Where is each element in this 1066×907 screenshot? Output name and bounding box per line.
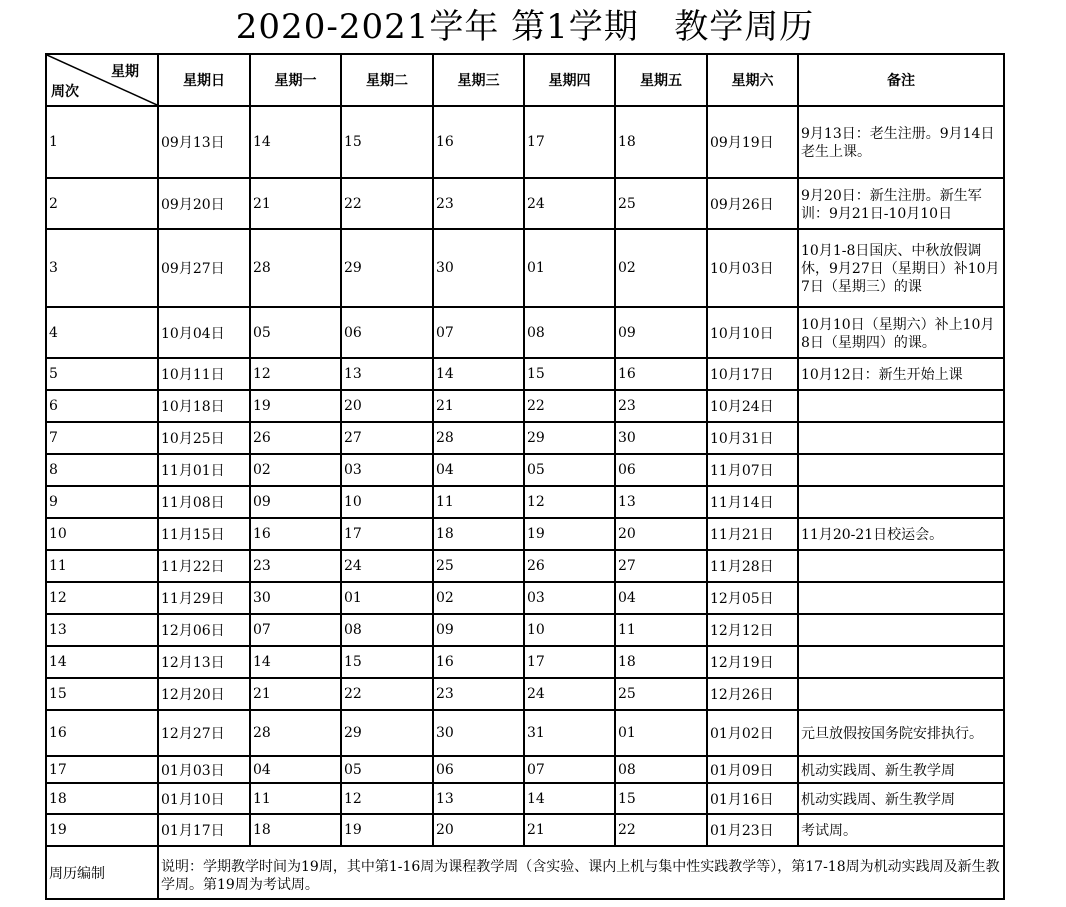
note-cell bbox=[798, 646, 1004, 678]
table-row bbox=[46, 756, 1004, 783]
date-cell: 07 bbox=[250, 614, 341, 646]
date-cell: 10月25日 bbox=[158, 422, 250, 454]
table-row bbox=[46, 614, 1004, 646]
date-cell: 29 bbox=[524, 422, 615, 454]
note-cell bbox=[798, 454, 1004, 486]
header-sunday: 星期日 bbox=[158, 54, 250, 106]
date-cell: 30 bbox=[615, 422, 707, 454]
date-cell: 30 bbox=[433, 229, 524, 307]
date-cell: 16 bbox=[433, 646, 524, 678]
date-cell: 01月02日 bbox=[707, 710, 798, 756]
date-cell: 12 bbox=[524, 486, 615, 518]
date-cell: 11月21日 bbox=[707, 518, 798, 550]
table-row bbox=[46, 518, 1004, 550]
week-number-cell: 7 bbox=[46, 422, 158, 454]
note-cell: 9月20日：新生注册。新生军训：9月21日-10月10日 bbox=[798, 178, 1004, 229]
date-cell: 20 bbox=[341, 390, 433, 422]
corner-label-weekday: 星期 bbox=[111, 64, 139, 80]
date-cell: 20 bbox=[433, 814, 524, 846]
date-cell: 01 bbox=[524, 229, 615, 307]
date-cell: 06 bbox=[341, 307, 433, 358]
date-cell: 06 bbox=[615, 454, 707, 486]
table-row bbox=[46, 678, 1004, 710]
week-number-cell: 6 bbox=[46, 390, 158, 422]
note-cell bbox=[798, 390, 1004, 422]
note-cell bbox=[798, 486, 1004, 518]
date-cell: 01月23日 bbox=[707, 814, 798, 846]
note-cell: 10月1-8日国庆、中秋放假调休，9月27日（星期日）补10月7日（星期三）的课 bbox=[798, 229, 1004, 307]
date-cell: 17 bbox=[524, 646, 615, 678]
date-cell: 26 bbox=[250, 422, 341, 454]
table-row bbox=[46, 229, 1004, 307]
date-cell: 13 bbox=[433, 783, 524, 814]
table-row bbox=[46, 783, 1004, 814]
date-cell: 18 bbox=[250, 814, 341, 846]
footer-label: 周历编制 bbox=[46, 846, 158, 899]
date-cell: 18 bbox=[615, 106, 707, 178]
date-cell: 10 bbox=[341, 486, 433, 518]
note-cell: 考试周。 bbox=[798, 814, 1004, 846]
corner-cell bbox=[46, 54, 158, 106]
date-cell: 10月18日 bbox=[158, 390, 250, 422]
date-cell: 10月04日 bbox=[158, 307, 250, 358]
table-row bbox=[46, 710, 1004, 756]
date-cell: 05 bbox=[250, 307, 341, 358]
date-cell: 15 bbox=[615, 783, 707, 814]
date-cell: 11月28日 bbox=[707, 550, 798, 582]
note-cell bbox=[798, 678, 1004, 710]
date-cell: 01 bbox=[341, 582, 433, 614]
date-cell: 15 bbox=[524, 358, 615, 390]
date-cell: 01月10日 bbox=[158, 783, 250, 814]
date-cell: 10月11日 bbox=[158, 358, 250, 390]
note-cell: 10月12日：新生开始上课 bbox=[798, 358, 1004, 390]
note-cell bbox=[798, 422, 1004, 454]
date-cell: 03 bbox=[341, 454, 433, 486]
date-cell: 12月05日 bbox=[707, 582, 798, 614]
note-cell: 机动实践周、新生教学周 bbox=[798, 783, 1004, 814]
date-cell: 02 bbox=[615, 229, 707, 307]
date-cell: 12月19日 bbox=[707, 646, 798, 678]
date-cell: 30 bbox=[250, 582, 341, 614]
week-number-cell: 8 bbox=[46, 454, 158, 486]
page-title: 2020-2021学年 第1学期 教学周历 bbox=[235, 7, 815, 47]
date-cell: 12月27日 bbox=[158, 710, 250, 756]
week-number-cell: 10 bbox=[46, 518, 158, 550]
date-cell: 25 bbox=[615, 178, 707, 229]
date-cell: 12月13日 bbox=[158, 646, 250, 678]
date-cell: 14 bbox=[433, 358, 524, 390]
date-cell: 12月06日 bbox=[158, 614, 250, 646]
date-cell: 27 bbox=[341, 422, 433, 454]
date-cell: 24 bbox=[341, 550, 433, 582]
note-cell: 10月10日（星期六）补上10月8日（星期四）的课。 bbox=[798, 307, 1004, 358]
date-cell: 10月10日 bbox=[707, 307, 798, 358]
date-cell: 08 bbox=[524, 307, 615, 358]
week-number-cell: 5 bbox=[46, 358, 158, 390]
date-cell: 19 bbox=[524, 518, 615, 550]
table-row bbox=[46, 582, 1004, 614]
date-cell: 20 bbox=[615, 518, 707, 550]
date-cell: 12月20日 bbox=[158, 678, 250, 710]
date-cell: 21 bbox=[524, 814, 615, 846]
date-cell: 19 bbox=[341, 814, 433, 846]
date-cell: 02 bbox=[250, 454, 341, 486]
date-cell: 24 bbox=[524, 178, 615, 229]
table-row bbox=[46, 422, 1004, 454]
date-cell: 28 bbox=[250, 229, 341, 307]
date-cell: 10月17日 bbox=[707, 358, 798, 390]
date-cell: 31 bbox=[524, 710, 615, 756]
date-cell: 11月01日 bbox=[158, 454, 250, 486]
date-cell: 11月14日 bbox=[707, 486, 798, 518]
date-cell: 09月13日 bbox=[158, 106, 250, 178]
date-cell: 13 bbox=[615, 486, 707, 518]
date-cell: 09月19日 bbox=[707, 106, 798, 178]
week-number-cell: 9 bbox=[46, 486, 158, 518]
date-cell: 01 bbox=[615, 710, 707, 756]
table-row bbox=[46, 454, 1004, 486]
week-number-cell: 2 bbox=[46, 178, 158, 229]
table-row bbox=[46, 486, 1004, 518]
date-cell: 08 bbox=[341, 614, 433, 646]
date-cell: 13 bbox=[341, 358, 433, 390]
date-cell: 22 bbox=[615, 814, 707, 846]
date-cell: 18 bbox=[433, 518, 524, 550]
header-monday: 星期一 bbox=[250, 54, 341, 106]
date-cell: 09 bbox=[433, 614, 524, 646]
table-row bbox=[46, 106, 1004, 178]
date-cell: 01月17日 bbox=[158, 814, 250, 846]
week-number-cell: 4 bbox=[46, 307, 158, 358]
date-cell: 23 bbox=[433, 178, 524, 229]
date-cell: 23 bbox=[250, 550, 341, 582]
date-cell: 14 bbox=[524, 783, 615, 814]
date-cell: 30 bbox=[433, 710, 524, 756]
note-cell bbox=[798, 550, 1004, 582]
table-row bbox=[46, 390, 1004, 422]
date-cell: 28 bbox=[250, 710, 341, 756]
date-cell: 12月26日 bbox=[707, 678, 798, 710]
header-row bbox=[46, 54, 1004, 106]
date-cell: 28 bbox=[433, 422, 524, 454]
date-cell: 11月07日 bbox=[707, 454, 798, 486]
date-cell: 10 bbox=[524, 614, 615, 646]
week-number-cell: 16 bbox=[46, 710, 158, 756]
date-cell: 01月03日 bbox=[158, 756, 250, 783]
date-cell: 03 bbox=[524, 582, 615, 614]
table-row bbox=[46, 358, 1004, 390]
date-cell: 04 bbox=[615, 582, 707, 614]
date-cell: 10月31日 bbox=[707, 422, 798, 454]
week-number-cell: 1 bbox=[46, 106, 158, 178]
date-cell: 05 bbox=[524, 454, 615, 486]
date-cell: 09月27日 bbox=[158, 229, 250, 307]
date-cell: 10月03日 bbox=[707, 229, 798, 307]
week-number-cell: 14 bbox=[46, 646, 158, 678]
date-cell: 21 bbox=[250, 678, 341, 710]
date-cell: 12 bbox=[250, 358, 341, 390]
date-cell: 14 bbox=[250, 646, 341, 678]
week-number-cell: 15 bbox=[46, 678, 158, 710]
date-cell: 14 bbox=[250, 106, 341, 178]
note-cell bbox=[798, 614, 1004, 646]
date-cell: 16 bbox=[250, 518, 341, 550]
note-cell: 机动实践周、新生教学周 bbox=[798, 756, 1004, 783]
date-cell: 17 bbox=[524, 106, 615, 178]
date-cell: 09 bbox=[250, 486, 341, 518]
date-cell: 15 bbox=[341, 106, 433, 178]
date-cell: 01月09日 bbox=[707, 756, 798, 783]
week-number-cell: 13 bbox=[46, 614, 158, 646]
date-cell: 16 bbox=[433, 106, 524, 178]
header-notes: 备注 bbox=[798, 54, 1004, 106]
date-cell: 21 bbox=[433, 390, 524, 422]
date-cell: 09月20日 bbox=[158, 178, 250, 229]
note-cell: 9月13日：老生注册。9月14日老生上课。 bbox=[798, 106, 1004, 178]
date-cell: 26 bbox=[524, 550, 615, 582]
note-cell: 元旦放假按国务院安排执行。 bbox=[798, 710, 1004, 756]
date-cell: 04 bbox=[433, 454, 524, 486]
date-cell: 15 bbox=[341, 646, 433, 678]
week-number-cell: 17 bbox=[46, 756, 158, 783]
header-thursday: 星期四 bbox=[524, 54, 615, 106]
date-cell: 11月29日 bbox=[158, 582, 250, 614]
date-cell: 08 bbox=[615, 756, 707, 783]
date-cell: 11 bbox=[250, 783, 341, 814]
note-cell: 11月20-21日校运会。 bbox=[798, 518, 1004, 550]
week-number-cell: 18 bbox=[46, 783, 158, 814]
footer-description: 说明：学期教学时间为19周，其中第1-16周为课程教学周（含实验、课内上机与集中性实践教学等），第17-18周为机动实践周及新生教学周。第19周为考试周。 bbox=[158, 846, 1004, 899]
table-row bbox=[46, 178, 1004, 229]
date-cell: 12 bbox=[341, 783, 433, 814]
date-cell: 23 bbox=[615, 390, 707, 422]
header-wednesday: 星期三 bbox=[433, 54, 524, 106]
week-number-cell: 19 bbox=[46, 814, 158, 846]
table-row bbox=[46, 814, 1004, 846]
note-cell bbox=[798, 582, 1004, 614]
footer-row bbox=[46, 846, 1004, 899]
date-cell: 18 bbox=[615, 646, 707, 678]
week-number-cell: 3 bbox=[46, 229, 158, 307]
date-cell: 23 bbox=[433, 678, 524, 710]
date-cell: 01月16日 bbox=[707, 783, 798, 814]
date-cell: 29 bbox=[341, 229, 433, 307]
table-row bbox=[46, 646, 1004, 678]
date-cell: 11 bbox=[615, 614, 707, 646]
header-saturday: 星期六 bbox=[707, 54, 798, 106]
date-cell: 24 bbox=[524, 678, 615, 710]
week-number-cell: 11 bbox=[46, 550, 158, 582]
date-cell: 09 bbox=[615, 307, 707, 358]
date-cell: 11月08日 bbox=[158, 486, 250, 518]
date-cell: 19 bbox=[250, 390, 341, 422]
date-cell: 25 bbox=[433, 550, 524, 582]
table-row bbox=[46, 307, 1004, 358]
date-cell: 05 bbox=[341, 756, 433, 783]
date-cell: 21 bbox=[250, 178, 341, 229]
date-cell: 02 bbox=[433, 582, 524, 614]
date-cell: 06 bbox=[433, 756, 524, 783]
date-cell: 22 bbox=[341, 178, 433, 229]
table-row bbox=[46, 550, 1004, 582]
date-cell: 12月12日 bbox=[707, 614, 798, 646]
corner-label-week: 周次 bbox=[51, 84, 79, 100]
date-cell: 22 bbox=[341, 678, 433, 710]
date-cell: 25 bbox=[615, 678, 707, 710]
header-friday: 星期五 bbox=[615, 54, 707, 106]
date-cell: 29 bbox=[341, 710, 433, 756]
date-cell: 16 bbox=[615, 358, 707, 390]
header-tuesday: 星期二 bbox=[341, 54, 433, 106]
date-cell: 22 bbox=[524, 390, 615, 422]
date-cell: 11月15日 bbox=[158, 518, 250, 550]
date-cell: 27 bbox=[615, 550, 707, 582]
date-cell: 07 bbox=[433, 307, 524, 358]
date-cell: 07 bbox=[524, 756, 615, 783]
date-cell: 11月22日 bbox=[158, 550, 250, 582]
date-cell: 11 bbox=[433, 486, 524, 518]
week-number-cell: 12 bbox=[46, 582, 158, 614]
date-cell: 09月26日 bbox=[707, 178, 798, 229]
date-cell: 10月24日 bbox=[707, 390, 798, 422]
date-cell: 17 bbox=[341, 518, 433, 550]
date-cell: 04 bbox=[250, 756, 341, 783]
teaching-calendar-table bbox=[45, 53, 1005, 900]
